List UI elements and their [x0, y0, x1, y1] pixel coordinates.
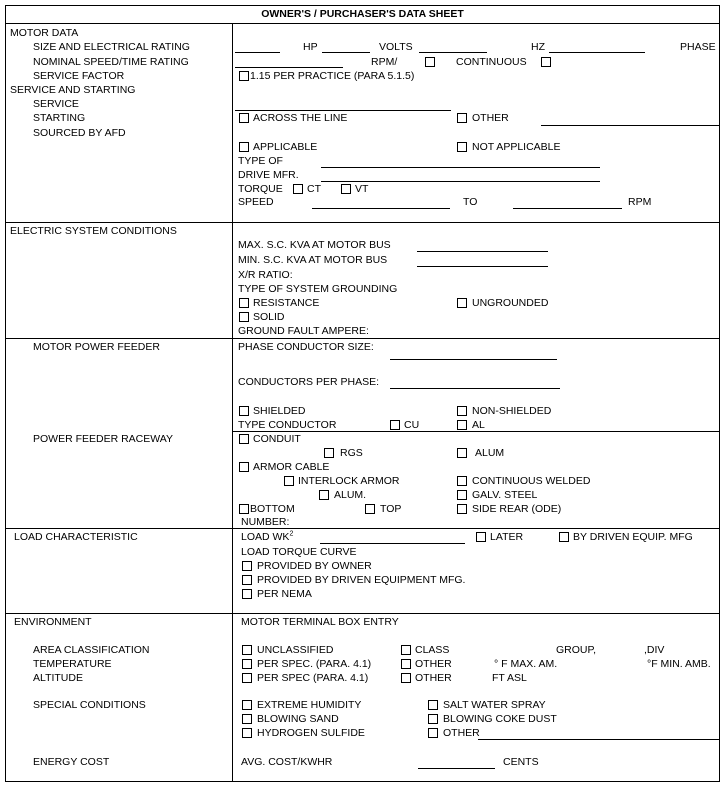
bottom-label: BOTTOM	[250, 503, 295, 515]
alum-checkbox[interactable]	[457, 448, 467, 458]
service-factor-label: SERVICE FACTOR	[33, 70, 125, 82]
page-title: OWNER'S / PURCHASER'S DATA SHEET	[261, 8, 464, 20]
area-class-label: AREA CLASSIFICATION	[33, 644, 150, 656]
per-phase-field[interactable]	[390, 388, 560, 389]
per-spec-temp-checkbox[interactable]	[242, 659, 252, 669]
per-spec-alt-label: PER SPEC (PARA. 4.1)	[257, 672, 369, 684]
cu-checkbox[interactable]	[390, 420, 400, 430]
by-driven-checkbox[interactable]	[559, 532, 569, 542]
special-conditions-label: SPECIAL CONDITIONS	[33, 699, 146, 711]
galv-steel-checkbox[interactable]	[457, 490, 467, 500]
load-heading: LOAD CHARACTERISTIC	[14, 531, 138, 543]
f-min-label: °F MIN. AMB.	[647, 658, 711, 670]
phase-conductor-label: PHASE CONDUCTOR SIZE:	[238, 341, 374, 353]
extreme-humidity-label: EXTREME HUMIDITY	[257, 699, 362, 711]
min-sc-label: MIN. S.C. KVA AT MOTOR BUS	[238, 254, 388, 266]
vt-label: VT	[355, 183, 369, 195]
feeder-heading: MOTOR POWER FEEDER	[33, 341, 160, 353]
class-checkbox[interactable]	[401, 645, 411, 655]
phase-conductor-field[interactable]	[390, 359, 557, 360]
applicable-label: APPLICABLE	[253, 141, 318, 153]
blowing-coke-label: BLOWING COKE DUST	[443, 713, 557, 725]
unclassified-label: UNCLASSIFIED	[257, 644, 334, 656]
resistance-label: RESISTANCE	[253, 297, 320, 309]
top-label: TOP	[380, 503, 402, 515]
practice-checkbox[interactable]	[239, 71, 249, 81]
phase-label: PHASE	[680, 41, 716, 53]
by-mfg-label: PROVIDED BY DRIVEN EQUIPMENT MFG.	[257, 574, 466, 586]
rgs-checkbox[interactable]	[324, 448, 334, 458]
ft-asl-label: FT ASL	[492, 672, 527, 684]
drive-mfr-field[interactable]	[321, 181, 600, 182]
conduit-checkbox[interactable]	[239, 434, 249, 444]
section-divider-electric	[5, 222, 720, 223]
h2s-label: HYDROGEN SULFIDE	[257, 727, 365, 739]
alum-label: ALUM	[475, 447, 505, 459]
unclassified-checkbox[interactable]	[242, 645, 252, 655]
starting-other-checkbox[interactable]	[457, 113, 467, 123]
al-label: AL	[472, 419, 485, 431]
speed-label: SPEED	[238, 196, 274, 208]
number-label: NUMBER:	[241, 516, 290, 528]
blowing-coke-checkbox[interactable]	[428, 714, 438, 724]
starting-other-field[interactable]	[541, 125, 719, 126]
load-wk-label: LOAD $WK^2$	[241, 530, 294, 543]
alum2-checkbox[interactable]	[319, 490, 329, 500]
per-nema-checkbox[interactable]	[242, 589, 252, 599]
galv-steel-label: GALV. STEEL	[472, 489, 538, 501]
phase-field[interactable]	[549, 52, 645, 53]
type-of-label: TYPE OF	[238, 155, 283, 167]
type-of-field[interactable]	[321, 167, 600, 168]
alum2-label: ALUM.	[334, 489, 367, 501]
continuous-label: CONTINUOUS	[456, 56, 527, 68]
ct-label: CT	[307, 183, 321, 195]
hz-label: HZ	[531, 41, 545, 53]
other-alt-checkbox[interactable]	[401, 673, 411, 683]
by-mfg-checkbox[interactable]	[242, 575, 252, 585]
per-spec-temp-label: PER SPEC. (PARA. 4.1)	[257, 658, 372, 670]
resistance-checkbox[interactable]	[239, 298, 249, 308]
side-rear-checkbox[interactable]	[457, 504, 467, 514]
ungrounded-label: UNGROUNDED	[472, 297, 549, 309]
terminal-box-label: MOTOR TERMINAL BOX ENTRY	[241, 616, 399, 628]
group-label: GROUP,	[556, 644, 597, 656]
solid-checkbox[interactable]	[239, 312, 249, 322]
f-max-label: ° F MAX. AM.	[494, 658, 558, 670]
torque-label: TORQUE	[238, 183, 283, 195]
hp-label: HP	[303, 41, 318, 53]
armor-cable-label: ARMOR CABLE	[253, 461, 330, 473]
per-nema-label: PER NEMA	[257, 588, 312, 600]
service-starting-heading: SERVICE AND STARTING	[10, 84, 136, 96]
service-field[interactable]	[235, 110, 451, 111]
to-label: TO	[463, 196, 478, 208]
hp-field[interactable]	[235, 52, 280, 53]
blowing-sand-label: BLOWING SAND	[257, 713, 339, 725]
electric-heading: ELECTRIC SYSTEM CONDITIONS	[10, 225, 177, 237]
continuous-welded-checkbox[interactable]	[457, 476, 467, 486]
title-divider	[5, 23, 720, 24]
other-special-field[interactable]	[478, 739, 719, 740]
environment-heading: ENVIRONMENT	[14, 616, 92, 628]
other-temp-label: OTHER	[415, 658, 452, 670]
later-checkbox[interactable]	[476, 532, 486, 542]
non-shielded-checkbox[interactable]	[457, 406, 467, 416]
hz-field[interactable]	[419, 52, 487, 53]
top-checkbox[interactable]	[365, 504, 375, 514]
speed-field[interactable]	[235, 67, 343, 68]
raceway-heading: POWER FEEDER RACEWAY	[33, 433, 174, 445]
rpm-slash-label: RPM/	[371, 56, 398, 68]
starting-label: STARTING	[33, 112, 86, 124]
shielded-label: SHIELDED	[253, 405, 306, 417]
per-phase-label: CONDUCTORS PER PHASE:	[238, 376, 379, 388]
across-line-label: ACROSS THE LINE	[253, 112, 348, 124]
rpm-checkbox[interactable]	[425, 57, 435, 67]
not-applicable-checkbox[interactable]	[457, 142, 467, 152]
by-owner-label: PROVIDED BY OWNER	[257, 560, 372, 572]
size-rating-label: SIZE AND ELECTRICAL RATING	[33, 41, 190, 53]
by-driven-label: BY DRIVEN EQUIP. MFG	[573, 531, 693, 543]
interlock-checkbox[interactable]	[284, 476, 294, 486]
drive-mfr-label: DRIVE MFR.	[238, 169, 299, 181]
armor-cable-checkbox[interactable]	[239, 462, 249, 472]
motor-data-heading: MOTOR DATA	[10, 27, 79, 39]
type-conductor-label: TYPE CONDUCTOR	[238, 419, 337, 431]
blowing-sand-checkbox[interactable]	[242, 714, 252, 724]
grounding-label: TYPE OF SYSTEM GROUNDING	[238, 283, 398, 295]
max-sc-label: MAX. S.C. KVA AT MOTOR BUS	[238, 239, 391, 251]
later-label: LATER	[490, 531, 524, 543]
class-label: CLASS	[415, 644, 450, 656]
cu-label: CU	[404, 419, 420, 431]
across-line-checkbox[interactable]	[239, 113, 249, 123]
altitude-label: ALTITUDE	[33, 672, 83, 684]
interlock-label: INTERLOCK ARMOR	[298, 475, 400, 487]
min-sc-field[interactable]	[417, 266, 548, 267]
avg-cost-label: AVG. COST/KWHR	[241, 756, 333, 768]
ct-checkbox[interactable]	[293, 184, 303, 194]
bottom-checkbox[interactable]	[239, 504, 249, 514]
torque-curve-label: LOAD TORQUE CURVE	[241, 546, 357, 558]
by-owner-checkbox[interactable]	[242, 561, 252, 571]
non-shielded-label: NON-SHIELDED	[472, 405, 552, 417]
ground-fault-label: GROUND FAULT AMPERE:	[238, 325, 369, 337]
max-sc-field[interactable]	[417, 251, 548, 252]
salt-water-checkbox[interactable]	[428, 700, 438, 710]
speed-from-field[interactable]	[312, 208, 450, 209]
nominal-speed-label: NOMINAL SPEED/TIME RATING	[33, 56, 189, 68]
section-divider-environment	[5, 613, 720, 614]
applicable-checkbox[interactable]	[239, 142, 249, 152]
energy-cost-label: ENERGY COST	[33, 756, 110, 768]
starting-other-label: OTHER	[472, 112, 509, 124]
div-label: ,DIV	[644, 644, 665, 656]
service-label: SERVICE	[33, 98, 79, 110]
per-spec-alt-checkbox[interactable]	[242, 673, 252, 683]
side-rear-label: SIDE REAR (ODE)	[472, 503, 562, 515]
continuous-checkbox[interactable]	[541, 57, 551, 67]
vt-checkbox[interactable]	[341, 184, 351, 194]
continuous-welded-label: CONTINUOUS WELDED	[472, 475, 591, 487]
h2s-checkbox[interactable]	[242, 728, 252, 738]
temperature-label: TEMPERATURE	[33, 658, 112, 670]
other-special-checkbox[interactable]	[428, 728, 438, 738]
avg-cost-field[interactable]	[418, 768, 495, 769]
al-checkbox[interactable]	[457, 420, 467, 430]
conduit-label: CONDUIT	[253, 433, 301, 445]
volts-label: VOLTS	[379, 41, 413, 53]
section-divider-feeder	[5, 338, 720, 339]
other-alt-label: OTHER	[415, 672, 452, 684]
not-applicable-label: NOT APPLICABLE	[472, 141, 561, 153]
rgs-label: RGS	[340, 447, 363, 459]
salt-water-label: SALT WATER SPRAY	[443, 699, 546, 711]
sourced-afd-label: SOURCED BY AFD	[33, 127, 126, 139]
section-divider-raceway	[232, 431, 720, 432]
cents-label: CENTS	[503, 756, 539, 768]
extreme-humidity-checkbox[interactable]	[242, 700, 252, 710]
column-divider	[232, 23, 233, 782]
load-wk-field[interactable]	[320, 543, 465, 544]
other-temp-checkbox[interactable]	[401, 659, 411, 669]
volts-field[interactable]	[322, 52, 370, 53]
section-divider-load	[5, 528, 720, 529]
ungrounded-checkbox[interactable]	[457, 298, 467, 308]
xr-label: X/R RATIO:	[238, 269, 293, 281]
solid-label: SOLID	[253, 311, 285, 323]
practice-label: 1.15 PER PRACTICE (PARA 5.1.5)	[250, 70, 415, 82]
other-special-label: OTHER	[443, 727, 480, 739]
rpm-label: RPM	[628, 196, 652, 208]
speed-to-field[interactable]	[513, 208, 622, 209]
shielded-checkbox[interactable]	[239, 406, 249, 416]
